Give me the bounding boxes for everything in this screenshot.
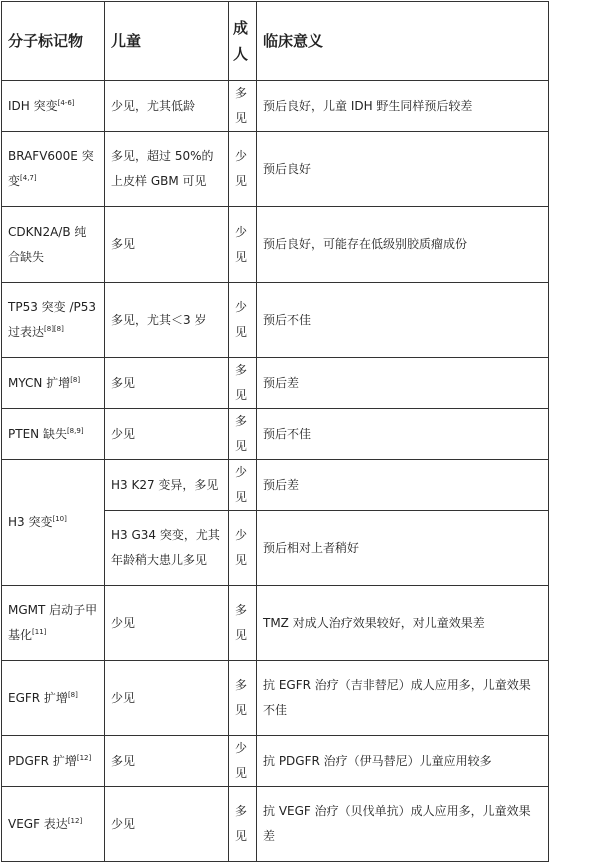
child-cell: 少见 <box>105 409 229 460</box>
adult-cell: 少见 <box>229 132 257 207</box>
header-marker: 分子标记物 <box>2 2 105 81</box>
clinical-cell: 抗 EGFR 治疗（吉非替尼）成人应用多，儿童效果不佳 <box>257 661 549 736</box>
table-row <box>2 358 549 409</box>
header-adult: 成人 <box>229 2 257 81</box>
child-cell: 多见 <box>105 736 229 787</box>
marker-cell: IDH 突变[4-6] <box>2 81 105 132</box>
adult-cell: 多见 <box>229 409 257 460</box>
adult-cell: 多见 <box>229 81 257 132</box>
adult-cell: 少见 <box>229 460 257 511</box>
child-cell: 少见，尤其低龄 <box>105 81 229 132</box>
table-row <box>2 409 549 460</box>
marker-cell: TP53 突变 /P53 过表达[8][8] <box>2 283 105 358</box>
table-row <box>2 661 549 736</box>
child-cell: 少见 <box>105 661 229 736</box>
table-row <box>2 586 549 661</box>
clinical-cell: 抗 PDGFR 治疗（伊马替尼）儿童应用较多 <box>257 736 549 787</box>
child-cell: 多见 <box>105 207 229 283</box>
biomarker-table <box>1 1 549 862</box>
clinical-cell: 预后良好，可能存在低级别胶质瘤成份 <box>257 207 549 283</box>
child-cell: 多见 <box>105 358 229 409</box>
marker-cell: PTEN 缺失[8,9] <box>2 409 105 460</box>
clinical-cell: 预后相对上者稍好 <box>257 511 549 586</box>
adult-cell: 少见 <box>229 736 257 787</box>
child-cell: 少见 <box>105 586 229 661</box>
adult-cell: 少见 <box>229 207 257 283</box>
clinical-cell: 预后不佳 <box>257 283 549 358</box>
adult-cell: 多见 <box>229 787 257 862</box>
marker-cell: PDGFR 扩增[12] <box>2 736 105 787</box>
header-child: 儿童 <box>105 2 229 81</box>
adult-cell: 少见 <box>229 511 257 586</box>
clinical-cell: 预后差 <box>257 460 549 511</box>
table-row <box>2 81 549 132</box>
marker-cell: VEGF 表达[12] <box>2 787 105 862</box>
marker-cell: BRAFV600E 突变[4,7] <box>2 132 105 207</box>
child-cell: H3 K27 变异，多见 <box>105 460 229 511</box>
marker-cell: MGMT 启动子甲基化[11] <box>2 586 105 661</box>
marker-cell: CDKN2A/B 纯合缺失 <box>2 207 105 283</box>
child-cell: 多见，尤其＜3 岁 <box>105 283 229 358</box>
table-row <box>2 736 549 787</box>
header-row <box>2 2 549 81</box>
child-cell: H3 G34 突变，尤其年龄稍大患儿多见 <box>105 511 229 586</box>
marker-cell: EGFR 扩增[8] <box>2 661 105 736</box>
marker-cell: MYCN 扩增[8] <box>2 358 105 409</box>
table-row <box>2 207 549 283</box>
adult-cell: 多见 <box>229 586 257 661</box>
table-row <box>2 132 549 207</box>
child-cell: 少见 <box>105 787 229 862</box>
marker-cell: H3 突变[10] <box>2 460 105 586</box>
clinical-cell: 预后差 <box>257 358 549 409</box>
table-row <box>2 283 549 358</box>
adult-cell: 多见 <box>229 358 257 409</box>
clinical-cell: 预后不佳 <box>257 409 549 460</box>
header-clinical: 临床意义 <box>257 2 549 81</box>
child-cell: 多见，超过 50%的上皮样 GBM 可见 <box>105 132 229 207</box>
clinical-cell: 预后良好 <box>257 132 549 207</box>
clinical-cell: TMZ 对成人治疗效果较好，对儿童效果差 <box>257 586 549 661</box>
adult-cell: 多见 <box>229 661 257 736</box>
adult-cell: 少见 <box>229 283 257 358</box>
clinical-cell: 抗 VEGF 治疗（贝伐单抗）成人应用多，儿童效果差 <box>257 787 549 862</box>
clinical-cell: 预后良好，儿童 IDH 野生同样预后较差 <box>257 81 549 132</box>
table-row <box>2 460 549 511</box>
